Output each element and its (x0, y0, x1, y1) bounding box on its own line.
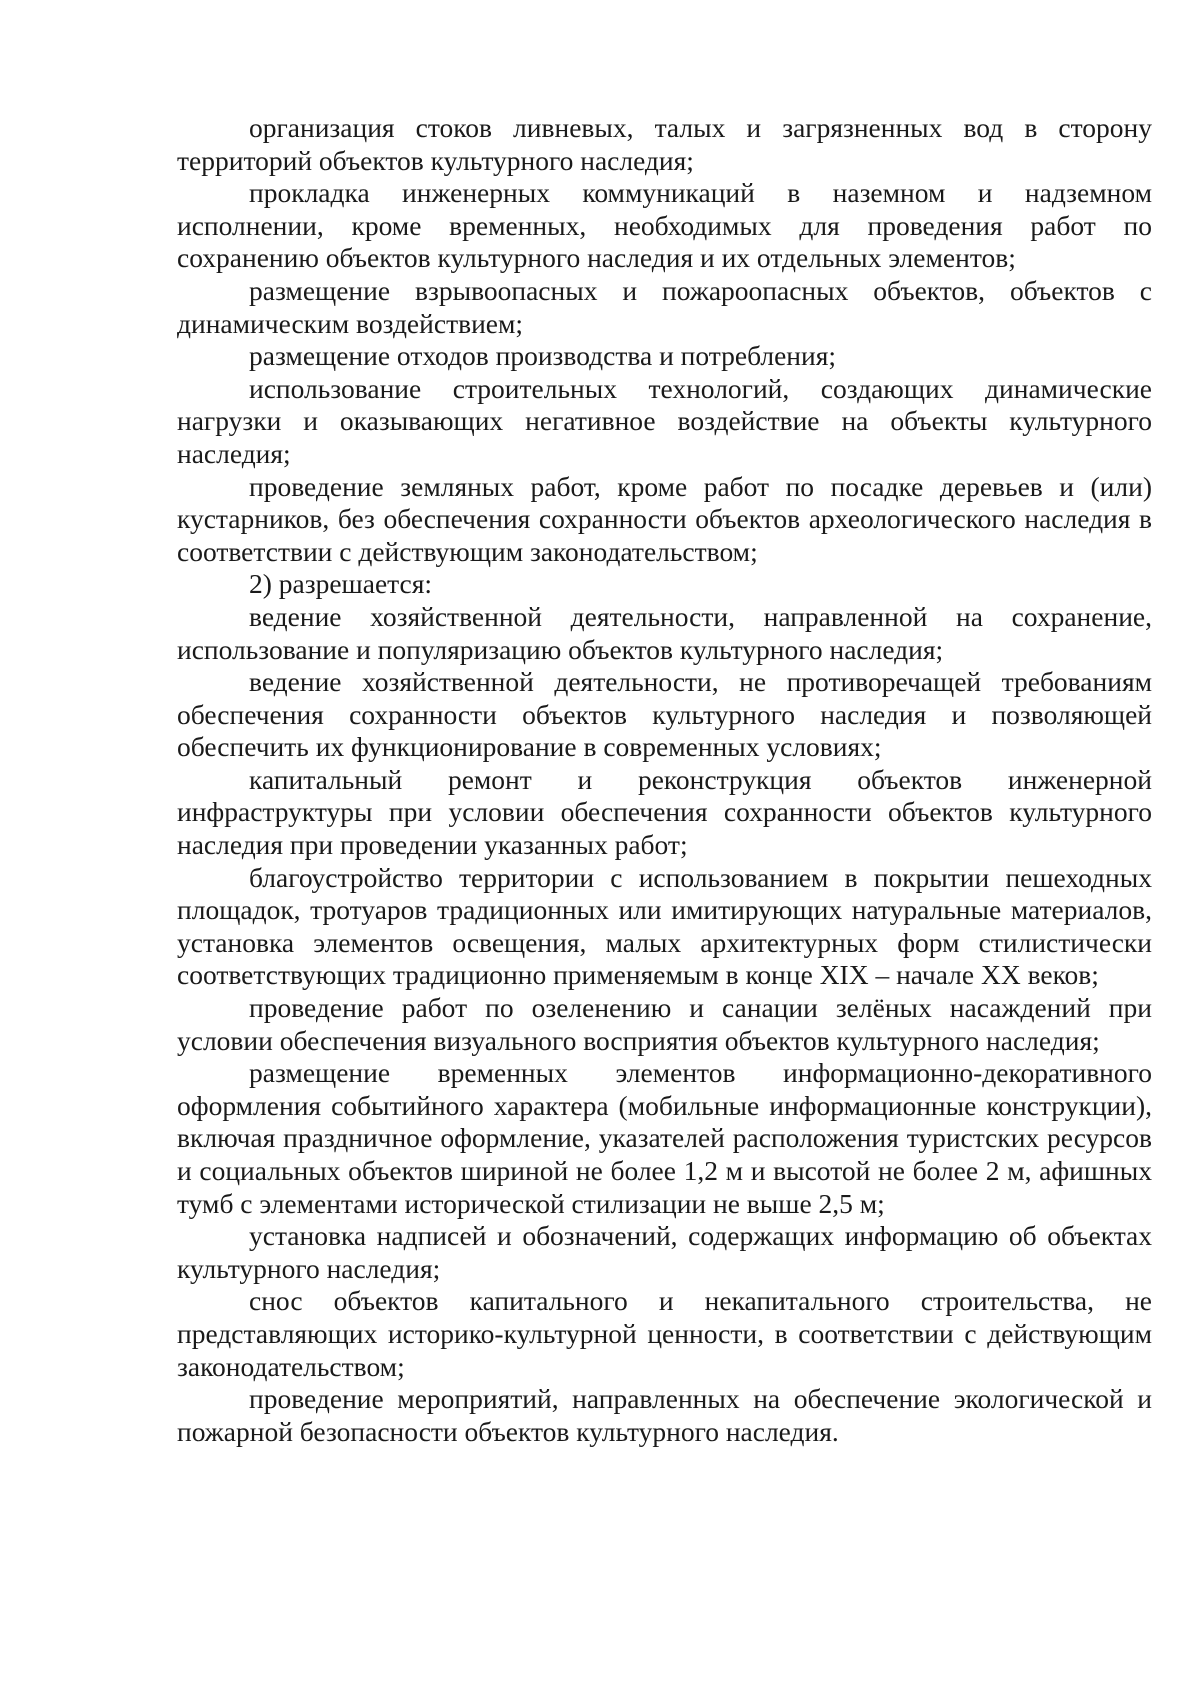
paragraph-economic-activity-preservation: ведение хозяйственной деятельности, направленной на сохранение, использование и популяризацию объектов культурного наследия; (177, 600, 1152, 665)
paragraph-hazardous-objects: размещение взрывоопасных и пожароопасных объектов, объектов с динамическим воздействием; (177, 274, 1152, 339)
paragraph-demolition: снос объектов капитального и некапитального строительства, не представляющих историко-культурной ценности, в соответствии с действующим законодательством; (177, 1285, 1152, 1382)
paragraph-waste-placement: размещение отходов производства и потребления; (249, 340, 837, 372)
paragraph-earthworks: проведение земляных работ, кроме работ по посадке деревьев и (или) кустарников, без обеспечения сохранности объектов археологического наследия в соответствии с действующим законодательством; (177, 470, 1152, 567)
paragraph-engineering-utilities: прокладка инженерных коммуникаций в наземном и надземном исполнении, кроме временных, необходимых для проведения работ по сохранению объектов культурного наследия и их отдельных элементов; (177, 177, 1152, 274)
paragraph-infrastructure-repair: капитальный ремонт и реконструкция объектов инженерной инфраструктуры при условии обеспечения сохранности объектов культурного наследия при проведении указанных работ; (177, 763, 1152, 861)
paragraph-construction-technologies: использование строительных технологий, создающих динамические нагрузки и оказывающих негативное воздействие на объекты культурного наследия; (177, 372, 1152, 469)
paragraph-safety-measures: проведение мероприятий, направленных на обеспечение экологической и пожарной безопасности объектов культурного наследия. (177, 1383, 1152, 1447)
paragraph-temporary-decor: размещение временных элементов информационно-декоративного оформления событийного характера (мобильные информационные конструкции), включая праздничное оформление, указателей расположения туристских ресурсов и социальных объектов шириной не более 1,2 м и высотой не более 2 м, афишных тумб с элементами исторической стилизации не выше 2,5 м; (177, 1057, 1152, 1219)
document-body (177, 112, 1152, 1448)
paragraph-greening: проведение работ по озеленению и санации зелёных насаждений при условии обеспечения визуального восприятия объектов культурного наследия; (177, 992, 1152, 1056)
paragraph-permitted-heading: 2) разрешается: (249, 568, 432, 600)
paragraph-stormwater-drainage: организация стоков ливневых, талых и загрязненных вод в сторону территорий объектов культурного наследия; (177, 112, 1152, 176)
paragraph-economic-activity-compatible: ведение хозяйственной деятельности, не противоречащей требованиям обеспечения сохранности объектов культурного наследия и позволяющей обеспечить их функционирование в современных условиях; (177, 666, 1152, 763)
paragraph-signage: установка надписей и обозначений, содержащих информацию об объектах культурного наследия; (177, 1220, 1152, 1284)
paragraph-landscaping: благоустройство территории с использованием в покрытии пешеходных площадок, тротуаров традиционных или имитирующих натуральные материалов, установка элементов освещения, малых архитектурных форм стилистически соответствующих традиционно применяемым в конце XIX – начале XX веков; (177, 861, 1152, 991)
